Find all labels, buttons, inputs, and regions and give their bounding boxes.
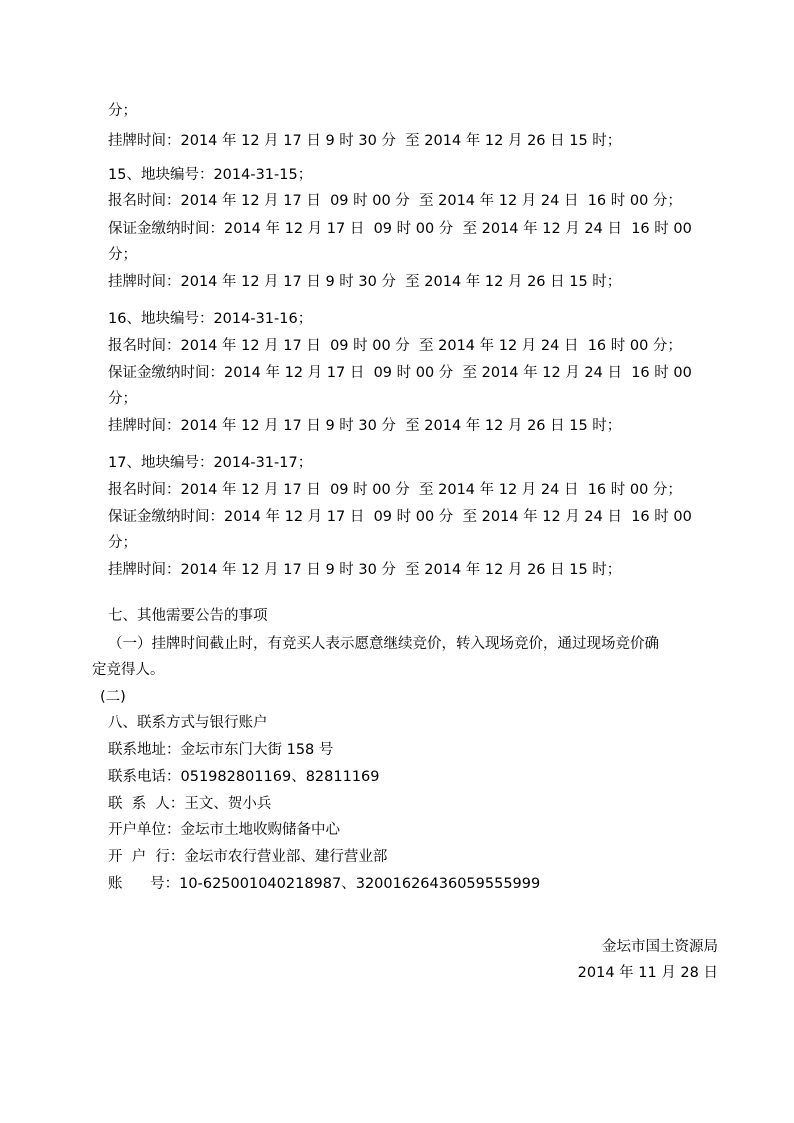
section8-heading: 八、联系方式与银行账户 bbox=[108, 715, 268, 731]
continuation-text: 分； bbox=[108, 103, 137, 119]
lot-15-registration: 报名时间：2014 年 12 月 17 日 09 时 00 分 至 2014 年 12 月 24 日 16 时 00 分； bbox=[108, 193, 682, 209]
account-number: 账 号：10-625001040218987、32001626436059555999 bbox=[108, 876, 541, 892]
section7-heading: 七、其他需要公告的事项 bbox=[108, 608, 268, 624]
contact-person: 联 系 人：王文、贺小兵 bbox=[108, 796, 272, 812]
lot-16-listing: 挂牌时间：2014 年 12 月 17 日 9 时 30 分 至 2014 年 12 月 26 日 15 时； bbox=[108, 418, 622, 434]
account-unit: 开户单位：金坛市土地收购储备中心 bbox=[108, 822, 340, 838]
lot-17-deposit-line1: 保证金缴纳时间：2014 年 12 月 17 日 09 时 00 分 至 2014 年 12 月 24 日 16 时 00 bbox=[108, 509, 692, 525]
lot-16-deposit-line2: 分； bbox=[108, 391, 137, 407]
lot-17-title: 17、地块编号：2014-31-17； bbox=[108, 455, 313, 471]
section7-item1-line1: （一）挂牌时间截止时，有竞买人表示愿意继续竞价，转入现场竞价，通过现场竞价确 bbox=[108, 636, 659, 652]
lot-16-deposit-line1: 保证金缴纳时间：2014 年 12 月 17 日 09 时 00 分 至 2014 年 12 月 24 日 16 时 00 bbox=[108, 365, 692, 381]
bank-name: 开 户 行：金坛市农行营业部、建行营业部 bbox=[108, 849, 388, 865]
lot-16-registration: 报名时间：2014 年 12 月 17 日 09 时 00 分 至 2014 年 12 月 24 日 16 时 00 分； bbox=[108, 338, 682, 354]
lot-17-listing: 挂牌时间：2014 年 12 月 17 日 9 时 30 分 至 2014 年 12 月 26 日 15 时； bbox=[108, 562, 622, 578]
lot-15-title: 15、地块编号：2014-31-15； bbox=[108, 167, 313, 183]
signature-org: 金坛市国土资源局 bbox=[602, 939, 718, 955]
section7-item1-line2: 定竞得人。 bbox=[92, 662, 165, 678]
lot-16-title: 16、地块编号：2014-31-16； bbox=[108, 311, 313, 327]
contact-address: 联系地址：金坛市东门大街 158 号 bbox=[108, 742, 334, 758]
signature-date: 2014 年 11 月 28 日 bbox=[577, 965, 718, 981]
lot-15-deposit-line1: 保证金缴纳时间：2014 年 12 月 17 日 09 时 00 分 至 2014 年 12 月 24 日 16 时 00 bbox=[108, 221, 692, 237]
lot-15-deposit-line2: 分； bbox=[108, 247, 137, 263]
lot-17-deposit-line2: 分； bbox=[108, 535, 137, 551]
listing-time-14: 挂牌时间：2014 年 12 月 17 日 9 时 30 分 至 2014 年 12 月 26 日 15 时； bbox=[108, 133, 622, 149]
lot-15-listing: 挂牌时间：2014 年 12 月 17 日 9 时 30 分 至 2014 年 12 月 26 日 15 时； bbox=[108, 274, 622, 290]
lot-17-registration: 报名时间：2014 年 12 月 17 日 09 时 00 分 至 2014 年 12 月 24 日 16 时 00 分； bbox=[108, 482, 682, 498]
contact-phone: 联系电话：051982801169、82811169 bbox=[108, 769, 380, 785]
section7-item2: (二) bbox=[100, 689, 126, 705]
